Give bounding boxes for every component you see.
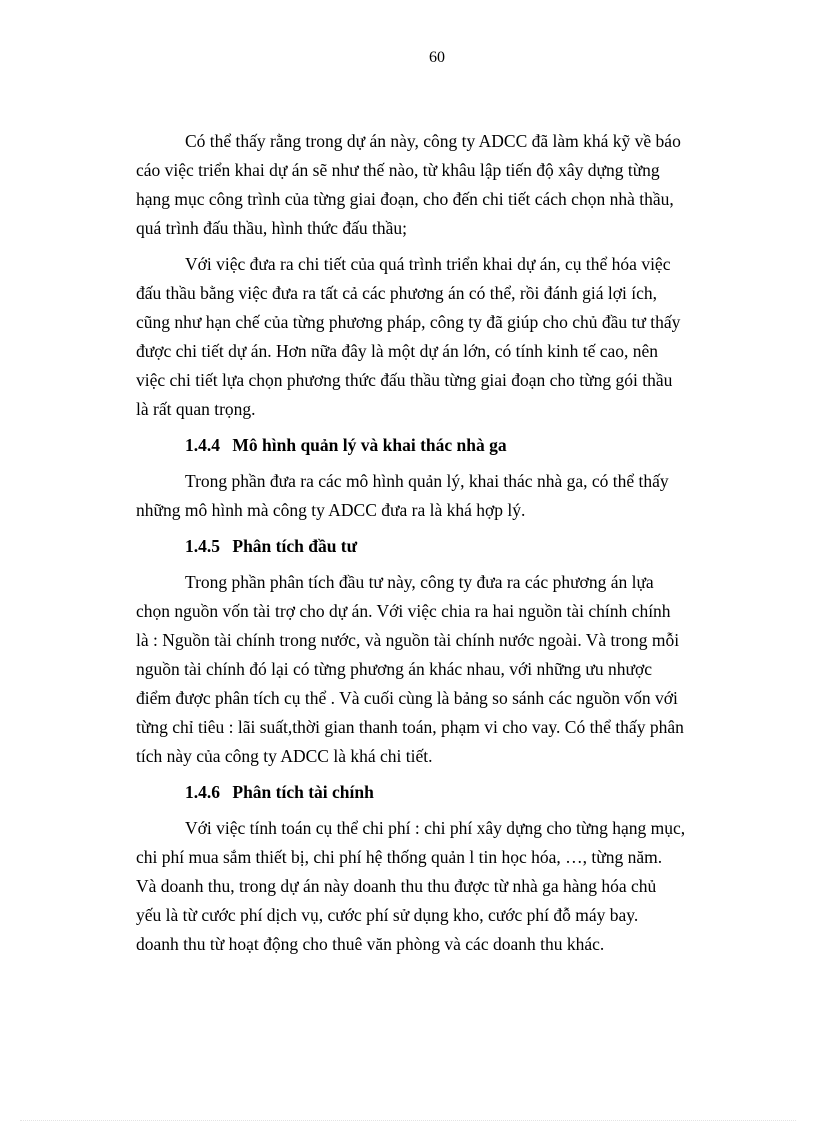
paragraph-line: Với việc đưa ra chi tiết của quá trình triển khai dự án, cụ thể hóa việc <box>185 254 671 274</box>
paragraph-line: việc chi tiết lựa chọn phương thức đấu thầu từng giai đoạn cho từng gói thầu <box>136 370 673 390</box>
section-title: Mô hình quản lý và khai thác nhà ga <box>232 435 507 455</box>
document-body <box>136 127 742 966</box>
section-heading-1-4-6 <box>136 778 742 807</box>
section-number: 1.4.5 <box>185 536 220 556</box>
page-bottom-divider <box>20 1120 796 1121</box>
paragraph-line: Có thể thấy rằng trong dự án này, công ty ADCC đã làm khá kỹ về báo <box>185 131 681 151</box>
paragraph-line: từng chỉ tiêu : lãi suất,thời gian thanh toán, phạm vi cho vay. Có thể thấy phân <box>136 717 684 737</box>
paragraph-line: những mô hình mà công ty ADCC đưa ra là khá hợp lý. <box>136 500 526 520</box>
section-heading-1-4-4 <box>136 431 742 460</box>
section-number: 1.4.4 <box>185 435 220 455</box>
paragraph-line: là rất quan trọng. <box>136 399 256 419</box>
section-title: Phân tích đầu tư <box>232 536 358 556</box>
section-number: 1.4.6 <box>185 782 220 802</box>
paragraph-line: cũng như hạn chế của từng phương pháp, công ty đã giúp cho chủ đầu tư thấy <box>136 312 681 332</box>
section-title: Phân tích tài chính <box>232 782 374 802</box>
paragraph-station-management <box>136 467 742 525</box>
paragraph-line: Và doanh thu, trong dự án này doanh thu thu được từ nhà ga hàng hóa chủ <box>136 876 657 896</box>
paragraph-line: Trong phần phân tích đầu tư này, công ty đưa ra các phương án lựa <box>185 572 654 592</box>
page-number: 60 <box>429 49 445 66</box>
paragraph-line: chi phí mua sắm thiết bị, chi phí hệ thống quản l tin học hóa, …, từng năm. <box>136 847 663 867</box>
paragraph-line: đấu thầu bằng việc đưa ra tất cả các phương án có thể, rồi đánh giá lợi ích, <box>136 283 657 303</box>
paragraph-line: doanh thu từ hoạt động cho thuê văn phòng và các doanh thu khác. <box>136 934 605 954</box>
section-heading-1-4-5 <box>136 532 742 561</box>
paragraph-investment-analysis <box>136 568 742 771</box>
paragraph-line: được chi tiết dự án. Hơn nữa đây là một dự án lớn, có tính kinh tế cao, nên <box>136 341 659 361</box>
paragraph-line: hạng mục công trình của từng giai đoạn, cho đến chi tiết cách chọn nhà thầu, <box>136 189 674 209</box>
paragraph-line: nguồn tài chính đó lại có từng phương án khác nhau, với những ưu nhược <box>136 659 653 679</box>
paragraph-line: tích này của công ty ADCC là khá chi tiết. <box>136 746 433 766</box>
paragraph-line: quá trình đấu thầu, hình thức đấu thầu; <box>136 218 407 238</box>
paragraph-line: cáo việc triển khai dự án sẽ như thế nào, từ khâu lập tiến độ xây dựng từng <box>136 160 660 180</box>
paragraph-project-implementation <box>136 127 742 243</box>
paragraph-line: điểm được phân tích cụ thể . Và cuối cùng là bảng so sánh các nguồn vốn với <box>136 688 678 708</box>
paragraph-financial-analysis <box>136 814 742 959</box>
paragraph-bidding-details <box>136 250 742 424</box>
paragraph-line: yếu là từ cước phí dịch vụ, cước phí sử dụng kho, cước phí đỗ máy bay. <box>136 905 639 925</box>
paragraph-line: chọn nguồn vốn tài trợ cho dự án. Với việc chia ra hai nguồn tài chính chính <box>136 601 671 621</box>
paragraph-line: là : Nguồn tài chính trong nước, và nguồn tài chính nước ngoài. Và trong mỗi <box>136 630 680 650</box>
paragraph-line: Với việc tính toán cụ thể chi phí : chi phí xây dựng cho từng hạng mục, <box>185 818 686 838</box>
paragraph-line: Trong phần đưa ra các mô hình quản lý, khai thác nhà ga, có thể thấy <box>185 471 669 491</box>
